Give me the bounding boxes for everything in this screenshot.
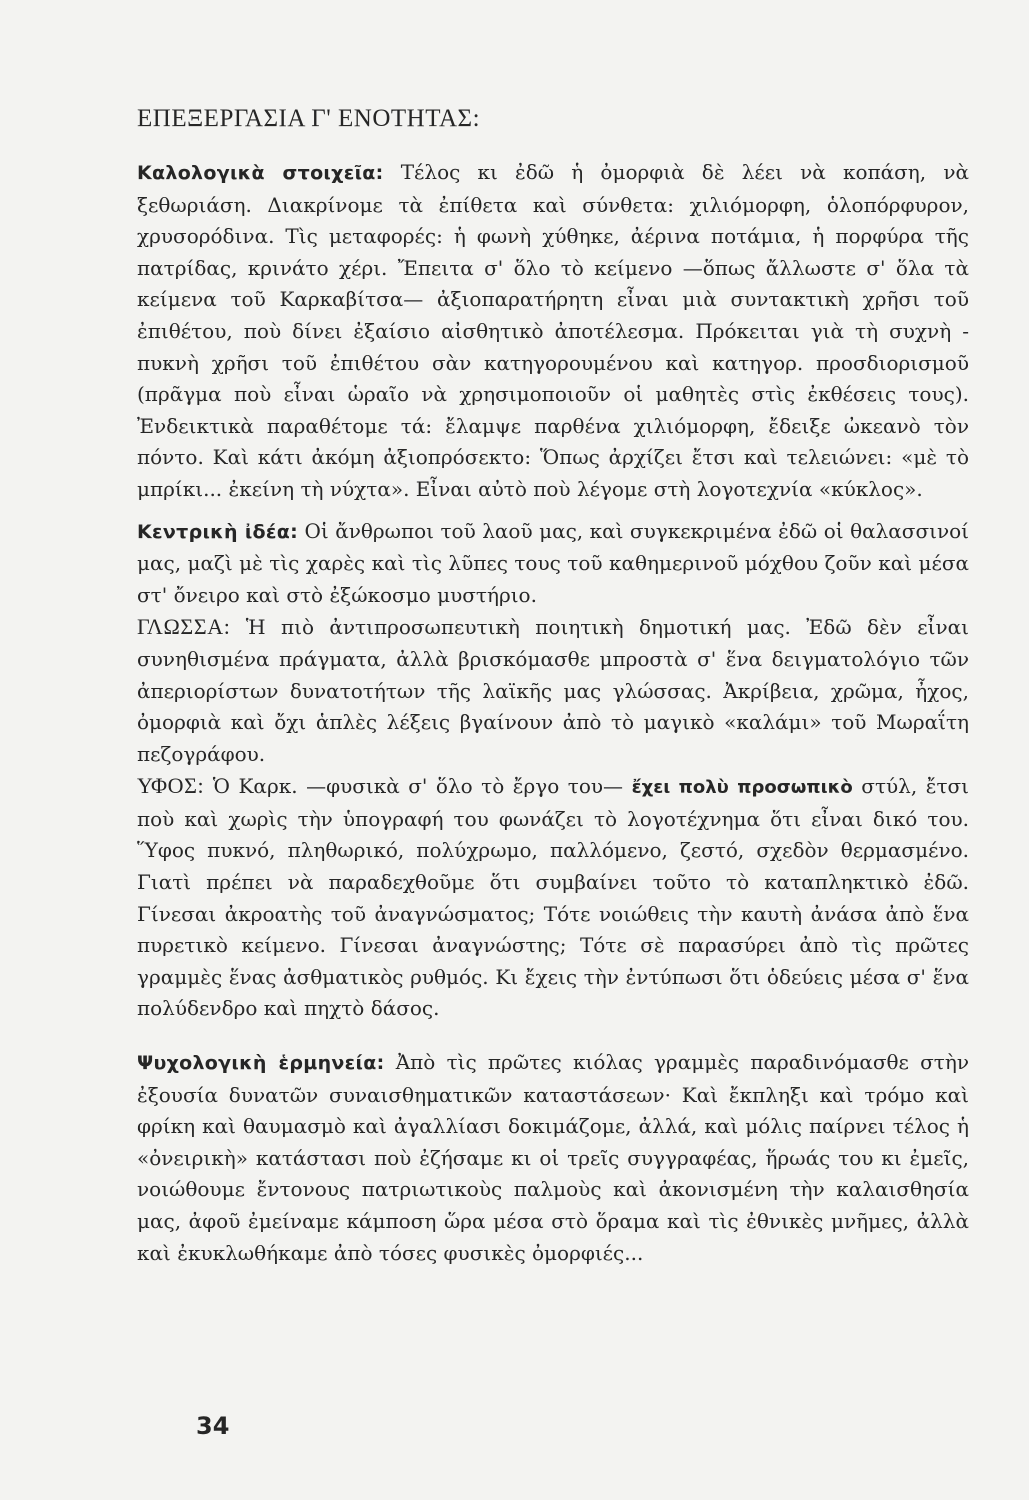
text-yfos-emphasis: ἔχει πολὺ προσωπικὸ [631,777,853,799]
text-psychologiki: Ἀπὸ τὶς πρῶτες κιόλας γραμμὲς παραδινόμασθε στὴν ἐξουσία δυνατῶν συναισθηματικῶν καταστάσεων· Καὶ ἔκπληξι καὶ τρόμο καὶ φρίκη καὶ θαυμασμὸ καὶ ἀγαλλίασι δοκιμάζομε, ἀλλά, καὶ μόλις παίρνει τέλος ἡ «ὀνειρικὴ» κατάστασι ποὺ ἐζήσαμε κι οἱ τρεῖς συγγραφέας, ἥρωάς του κι ἐμεῖς, νοιώθουμε ἔντονους πατριωτικοὺς παλμοὺς καὶ ἀκονισμένη τὴν καλαισθησία μας, ἀφοῦ ἐμείναμε κάμποση ὥρα μέσα στὸ ὅραμα καὶ τὶς ἐθνικὲς μνῆμες, ἀλλὰ καὶ ἐκυκλωθήκαμε ἀπὸ τόσες φυσικὲς ὀμορφιές... [137,1050,969,1265]
paragraph-kalologika [137,157,969,506]
paragraph-kentriki-idea [137,516,969,612]
label-psychologiki: Ψυχολογικὴ ἑρμηνεία: [137,1052,385,1075]
text-yfos-after: στύλ, ἔτσι ποὺ καὶ χωρὶς τὴν ὑπογραφή του φωνάζει τὸ λογοτέχνημα ὅτι εἶναι δικό του. Ὕφος πυκνό, πληθωρικό, πολύχρωμο, παλλόμενο, ζεστό, σχεδὸν θερμασμένο. Γιατὶ πρέπει νὰ παραδεχθοῦμε ὅτι συμβαίνει τοῦτο τὸ καταπληκτικὸ ἐδῶ. Γίνεσαι ἀκροατὴς τοῦ ἀναγνώσματος; Τότε νοιώθεις τὴν καυτὴ ἀνάσα ἀπὸ ἕνα πυρετικὸ κείμενο. Γίνεσαι ἀναγνώστης; Τότε σὲ παρασύρει ἀπὸ τὶς πρῶτες γραμμὲς ἕνας ἀσθματικὸς ρυθμός. Κι ἔχεις τὴν ἐντύπωσι ὅτι ὁδεύεις μέσα σ' ἕνα πολύδενδρο καὶ πηχτὸ δάσος. [137,774,970,1021]
text-yfos-before: Ὁ Καρκ. —φυσικὰ σ' ὅλο τὸ ἔργο του— [204,774,632,799]
paragraph-glossa [137,611,969,770]
text-kentriki-idea: Οἱ ἄνθρωποι τοῦ λαοῦ μας, καὶ συγκεκριμένα ἐδῶ οἱ θαλασσινοί μας, μαζὶ μὲ τὶς χαρὲς καὶ τὶς λῦπες τους τοῦ καθημερινοῦ μόχθου ζοῦν καὶ μέσα στ' ὄνειρο καὶ στὸ ἐξώκοσμο μυστήριο. [137,518,969,607]
section-heading: ΕΠΕΞΕΡΓΑΣΙΑ Γ' ΕΝΟΤΗΤΑΣ: [137,105,481,132]
paragraph-psychologiki [137,1047,969,1269]
label-glossa: ΓΛΩΣΣΑ: [137,614,231,640]
text-glossa: Ἡ πιὸ ἀντιπροσωπευτικὴ ποιητικὴ δημοτική μας. Ἐδῶ δὲν εἶναι συνηθισμένα πράγματα, ἀλλὰ βρισκόμασθε μπροστὰ σ' ἕνα δειγματολόγιο τῶν ἀπεριορίστων δυνατοτήτων τῆς λαϊκῆς μας γλώσσας. Ἀκρίβεια, χρῶμα, ἦχος, ὀμορφιὰ καὶ ὄχι ἁπλὲς λέξεις βγαίνουν ἀπὸ τὸ μαγικὸ «καλάμι» τοῦ Μωραΐτη πεζογράφου. [137,615,969,766]
paragraph-yfos [137,770,969,1025]
page-number: 34 [196,1412,230,1440]
label-kentriki-idea: Κεντρικὴ ἰδέα: [137,520,299,543]
label-kalologika: Καλολογικὰ στοιχεῖα: [137,162,384,184]
text-kalologika: Τέλος κι ἐδῶ ἡ ὀμορφιὰ δὲ λέει νὰ κοπάση, νὰ ξεθωριάση. Διακρίνομε τὰ ἐπίθετα καὶ σύνθετα: χιλιόμορφη, ὁλοπόρφυρον, χρυσορόδινα. Τὶς μεταφορές: ἡ φωνὴ χύθηκε, ἀέρινα ποτάμια, ἡ πορφύρα τῆς πατρίδας, κρινάτο χέρι. Ἔπειτα σ' ὅλο τὸ κείμενο —ὅπως ἄλλωστε σ' ὅλα τὰ κείμενα τοῦ Καρκαβίτσα— ἀξιοπαρατήρητη εἶναι μιὰ συντακτικὴ χρῆσι τοῦ ἐπιθέτου, ποὺ δίνει ἐξαίσιο αἰσθητικὸ ἀποτέλεσμα. Πρόκειται γιὰ τὴ συχνὴ - πυκνὴ χρῆσι τοῦ ἐπιθέτου σὰν κατηγορουμένου καὶ κατηγορ. προσδιορισμοῦ (πρᾶγμα ποὺ εἶναι ὡραῖο νὰ χρησιμοποιοῦν οἱ μαθητὲς στὶς ἐκθέσεις τους). Ἐνδεικτικὰ παραθέτομε τά: ἔλαμψε παρθένα χιλιόμορφη, ἔδειξε ὠκεανὸ τὸν πόντο. Καὶ κάτι ἀκόμη ἀξιοπρόσεκτο: Ὅπως ἀρχίζει ἔτσι καὶ τελειώνει: «μὲ τὸ μπρίκι... ἐκείνη τὴ νύχτα». Εἶναι αὐτὸ ποὺ λέγομε στὴ λογοτεχνία «κύκλος». [137,160,969,501]
label-yfos: ΥΦΟΣ: [137,773,205,799]
